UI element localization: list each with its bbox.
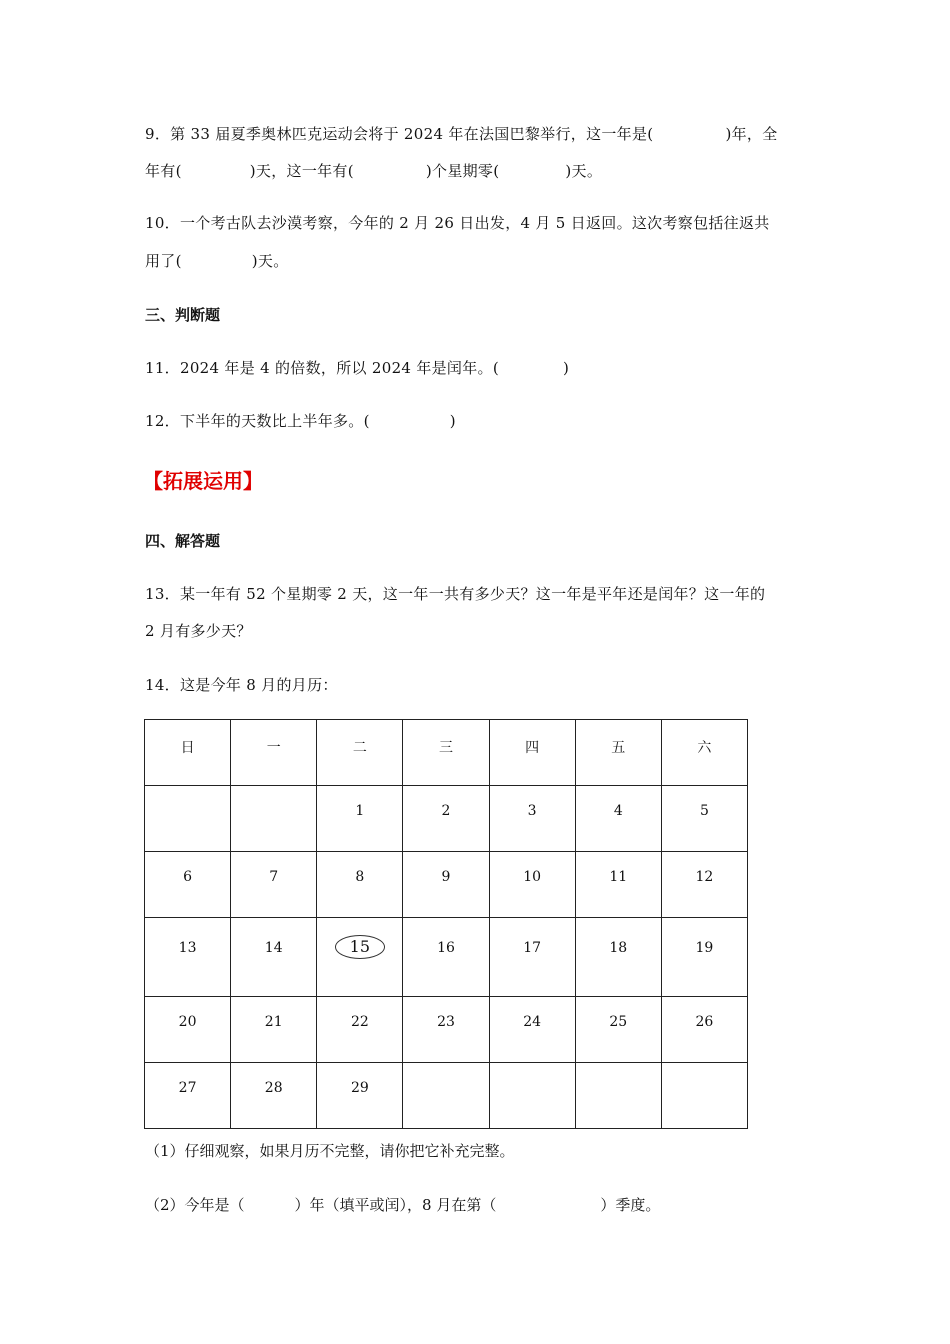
calendar-day-cell: 3 xyxy=(489,786,575,852)
calendar-day-cell[interactable] xyxy=(145,786,231,852)
question-11: 11．2024 年是 4 的倍数，所以 2024 年是闰年。( ) xyxy=(145,359,570,377)
calendar-day-cell: 22 xyxy=(317,997,403,1063)
calendar-day-cell: 13 xyxy=(145,918,231,997)
calendar-week-row xyxy=(145,786,748,852)
calendar-day-cell[interactable] xyxy=(661,1063,747,1129)
question-9-line-2: 年有( )天，这一年有( )个星期零( )天。 xyxy=(145,162,603,180)
question-13-line-2: 2 月有多少天？ xyxy=(145,622,252,640)
calendar-day-cell: 14 xyxy=(231,918,317,997)
circled-date: 15 xyxy=(335,935,385,959)
calendar-day-cell: 21 xyxy=(231,997,317,1063)
calendar-week-row xyxy=(145,852,748,918)
calendar-day-cell: 9 xyxy=(403,852,489,918)
weekday-header: 日 xyxy=(145,720,231,786)
weekday-header: 六 xyxy=(661,720,747,786)
weekday-header: 五 xyxy=(575,720,661,786)
calendar-day-cell: 10 xyxy=(489,852,575,918)
calendar-day-cell-circled xyxy=(317,918,403,997)
calendar-week-row xyxy=(145,918,748,997)
question-12: 12．下半年的天数比上半年多。( ) xyxy=(145,412,456,430)
calendar-day-cell: 12 xyxy=(661,852,747,918)
calendar-day-cell: 4 xyxy=(575,786,661,852)
calendar-day-cell: 29 xyxy=(317,1063,403,1129)
section-heading-judgement: 三、判断题 xyxy=(145,306,221,324)
calendar-day-cell: 19 xyxy=(661,918,747,997)
calendar-day-cell: 20 xyxy=(145,997,231,1063)
sub-question-1: （1）仔细观察，如果月历不完整，请你把它补充完整。 xyxy=(145,1142,515,1160)
weekday-header: 三 xyxy=(403,720,489,786)
calendar-day-cell: 26 xyxy=(661,997,747,1063)
calendar-day-cell: 23 xyxy=(403,997,489,1063)
question-9-line-1: 9．第 33 届夏季奥林匹克运动会将于 2024 年在法国巴黎举行，这一年是( )年，全 xyxy=(145,125,778,143)
weekday-header: 四 xyxy=(489,720,575,786)
weekday-header: 二 xyxy=(317,720,403,786)
calendar-week-row xyxy=(145,997,748,1063)
calendar-day-cell: 18 xyxy=(575,918,661,997)
calendar-week-row xyxy=(145,1063,748,1129)
calendar-day-cell: 24 xyxy=(489,997,575,1063)
question-10-line-1: 10．一个考古队去沙漠考察，今年的 2 月 26 日出发，4 月 5 日返回。这次考察包括往返共 xyxy=(145,214,770,232)
calendar-day-cell: 7 xyxy=(231,852,317,918)
question-14-intro: 14．这是今年 8 月的月历： xyxy=(145,676,338,694)
calendar-day-cell: 5 xyxy=(661,786,747,852)
calendar-day-cell: 11 xyxy=(575,852,661,918)
weekday-header: 一 xyxy=(231,720,317,786)
extension-section-title: 【拓展运用】 xyxy=(143,469,263,493)
calendar-day-cell[interactable] xyxy=(231,786,317,852)
calendar-day-cell: 17 xyxy=(489,918,575,997)
calendar-day-cell: 28 xyxy=(231,1063,317,1129)
calendar-day-cell: 27 xyxy=(145,1063,231,1129)
section-heading-answers: 四、解答题 xyxy=(145,532,221,550)
calendar-day-cell: 1 xyxy=(317,786,403,852)
calendar-header-row xyxy=(145,720,748,786)
question-10-line-2: 用了( )天。 xyxy=(145,252,289,270)
calendar-day-cell[interactable] xyxy=(489,1063,575,1129)
calendar-day-cell[interactable] xyxy=(403,1063,489,1129)
august-calendar xyxy=(144,719,748,1129)
calendar-day-cell: 2 xyxy=(403,786,489,852)
question-13-line-1: 13．某一年有 52 个星期零 2 天，这一年一共有多少天？这一年是平年还是闰年？这一年的 xyxy=(145,585,766,603)
sub-question-2: （2）今年是（ ）年（填平或闰），8 月在第（ ）季度。 xyxy=(145,1196,661,1214)
calendar-day-cell: 16 xyxy=(403,918,489,997)
calendar-day-cell: 25 xyxy=(575,997,661,1063)
calendar-day-cell: 6 xyxy=(145,852,231,918)
calendar-day-cell[interactable] xyxy=(575,1063,661,1129)
calendar-day-cell: 8 xyxy=(317,852,403,918)
